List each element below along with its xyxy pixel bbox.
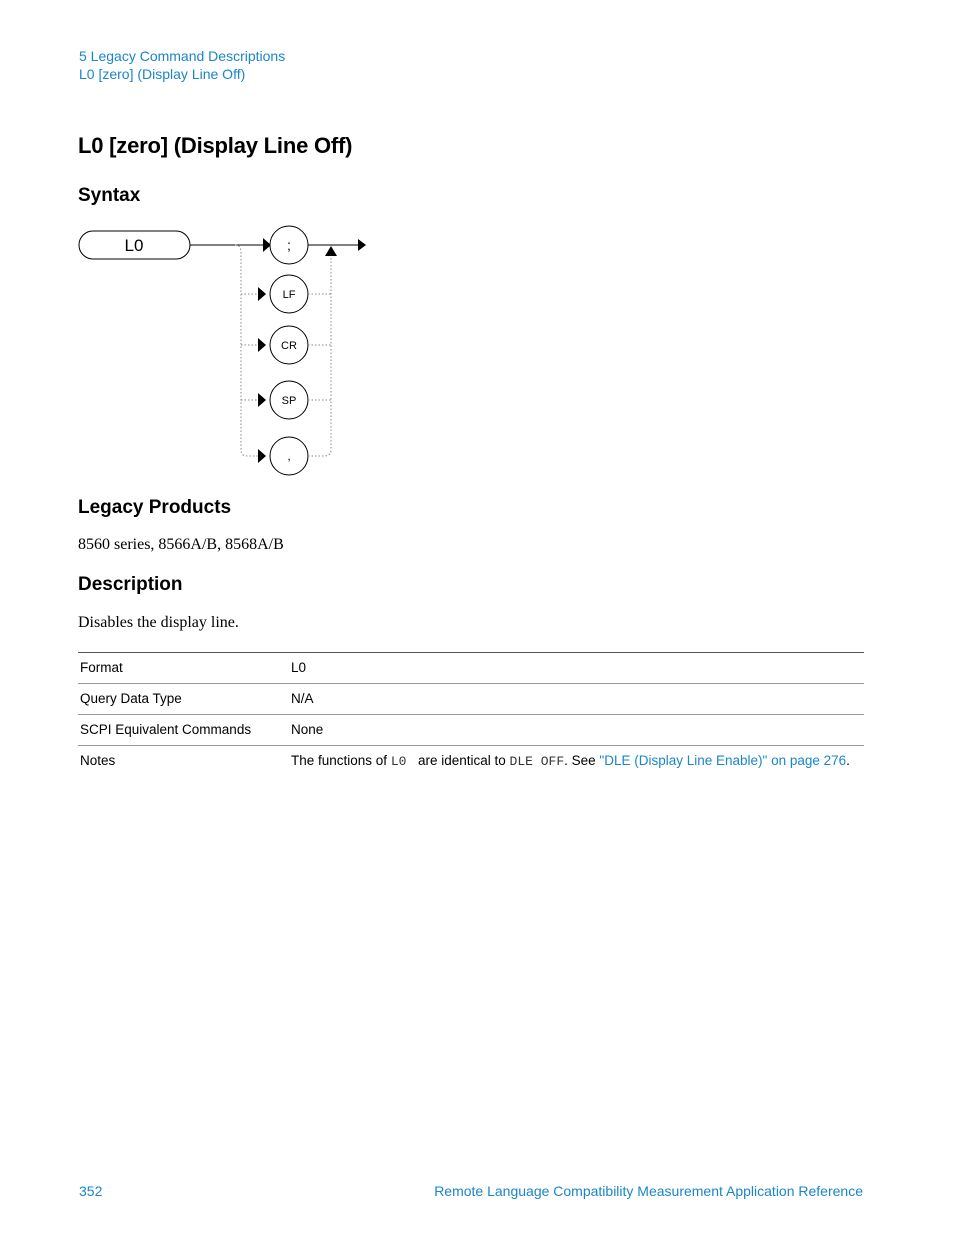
command-box [79,231,190,259]
svg-text:SP: SP [281,395,297,407]
table-row [78,715,864,746]
doc-title: Remote Language Compatibility Measurement Application Reference [434,1183,863,1199]
legacy-products-heading: Legacy Products [78,497,232,518]
arrow-head-icon [358,239,366,251]
page-title: L0 [zero] (Display Line Off) [78,133,353,158]
breadcrumb-section-link[interactable]: L0 [zero] (Display Line Off) [79,66,246,82]
row-value: None [289,715,864,746]
notes-code-l0: L0 [390,754,415,769]
arrow-head-icon [258,393,266,407]
legacy-products-text: 8560 series, 8566A/B, 8568A/B [78,536,284,553]
terminator-cr [270,326,308,364]
arrow-head-icon [258,449,266,463]
arrow-head-icon [258,338,266,352]
terminator-comma [270,437,308,475]
breadcrumb [79,47,285,83]
svg-text:LF: LF [282,289,296,301]
properties-table [78,652,864,778]
notes-value [289,746,864,778]
terminator-lf [270,275,308,313]
notes-code-dle-off: DLE OFF [509,754,565,769]
command-label: L0 [124,236,144,255]
table-row [78,684,864,715]
page-number: 352 [79,1183,103,1199]
row-key: Format [78,653,289,684]
syntax-heading: Syntax [78,185,141,206]
terminator-semicolon [270,226,308,264]
svg-text:CR: CR [281,340,297,352]
arrow-up-icon [325,246,337,256]
table-row [78,746,864,778]
svg-text:;: ; [287,237,291,253]
table-row [78,653,864,684]
arrow-head-icon [258,287,266,301]
notes-text: . See [564,753,600,768]
notes-text: are identical to [414,753,510,768]
syntax-diagram [70,222,380,482]
row-key: Notes [78,746,289,778]
terminator-sp [270,381,308,419]
notes-text: . [846,753,850,768]
row-value: L0 [289,653,864,684]
description-heading: Description [78,574,183,595]
svg-text:,: , [287,449,291,463]
notes-text: The functions of [291,753,391,768]
row-key: SCPI Equivalent Commands [78,715,289,746]
row-value: N/A [289,684,864,715]
row-key: Query Data Type [78,684,289,715]
dle-reference-link[interactable]: "DLE (Display Line Enable)" on page 276 [599,753,847,768]
breadcrumb-chapter-link[interactable]: 5 Legacy Command Descriptions [79,48,286,64]
description-text: Disables the display line. [78,614,239,631]
